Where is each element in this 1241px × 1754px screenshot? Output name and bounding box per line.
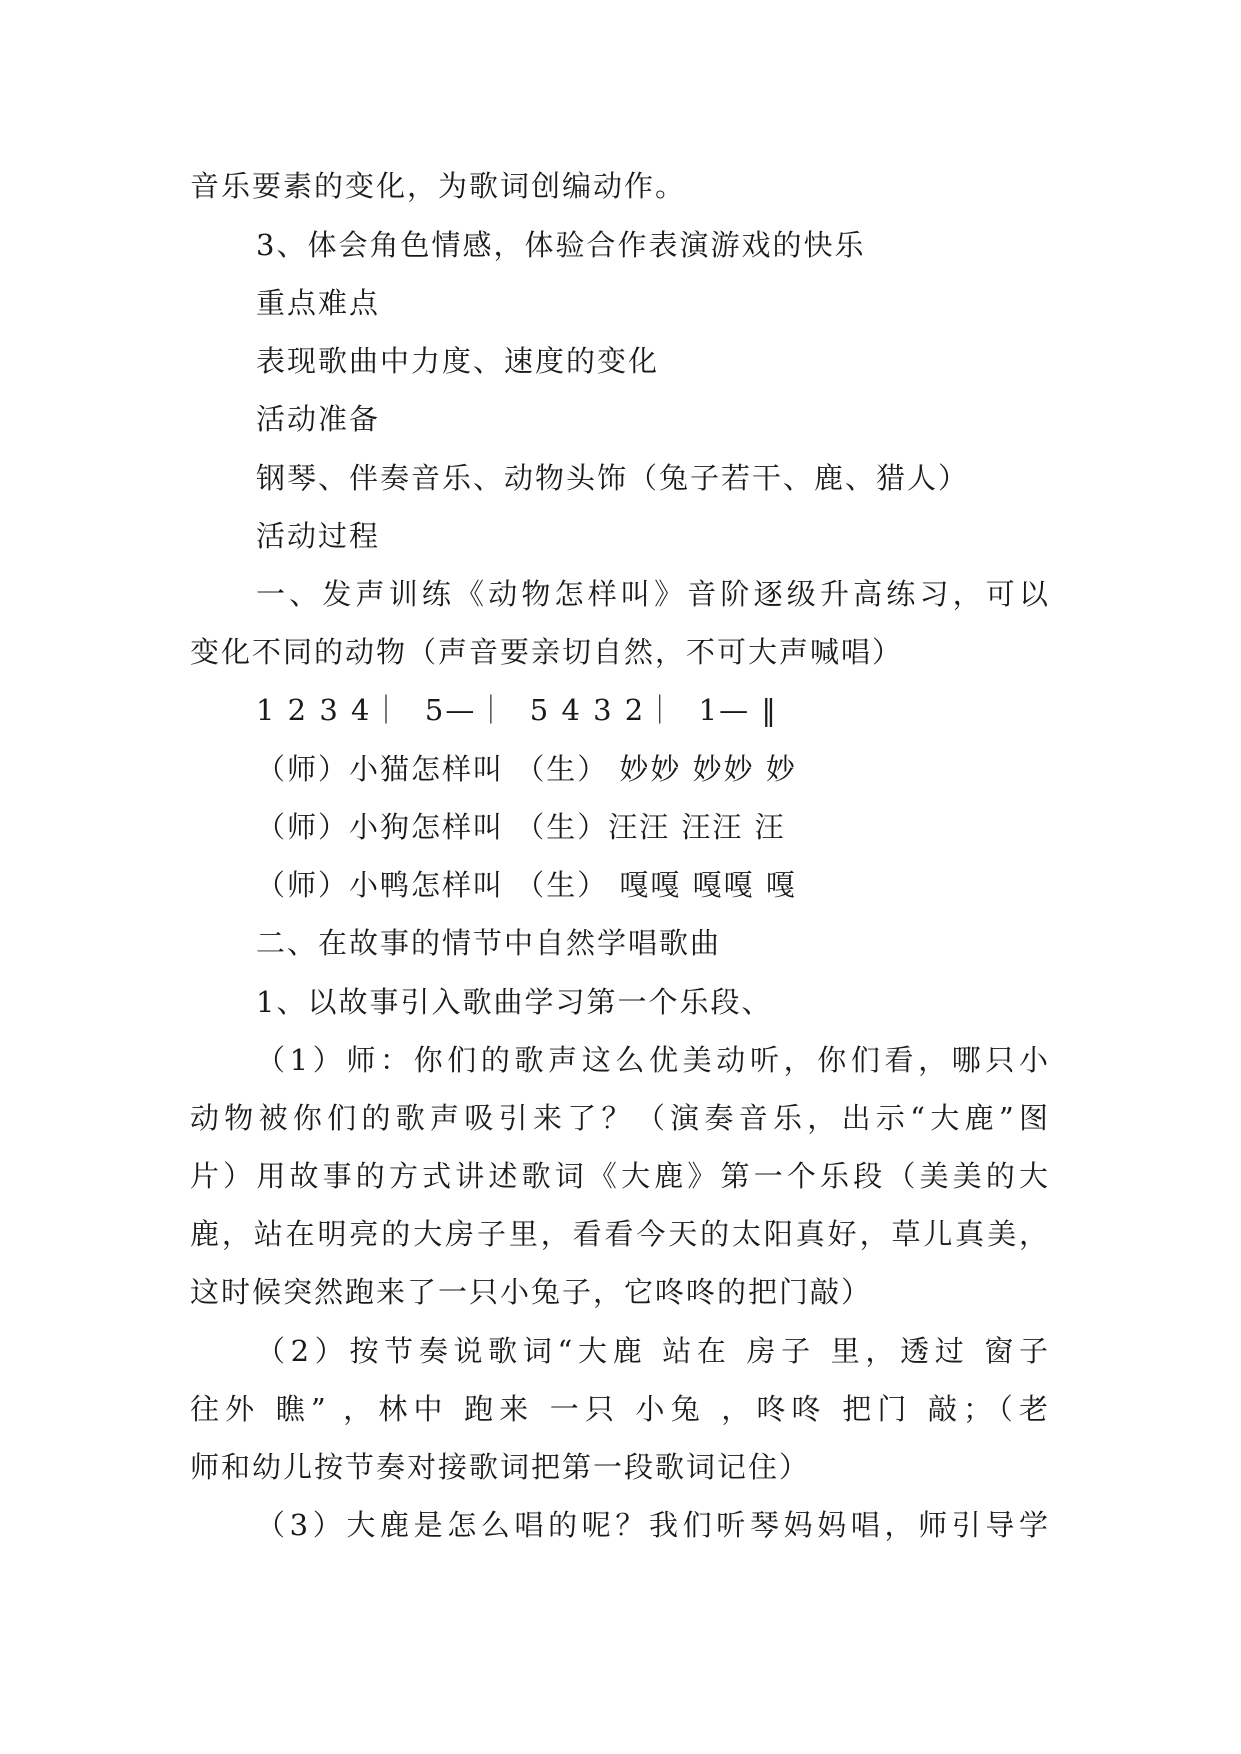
text-line: 这时候突然跑来了一只小兔子，它咚咚的把门敲） (190, 1275, 873, 1309)
text-line: 动物被你们的歌声吸引来了？（演奏音乐，出示“大鹿”图 (190, 1101, 1050, 1135)
text-line: （2）按节奏说歌词“大鹿 站在 房子 里，透过 窗子 (256, 1334, 1050, 1368)
music-notation: 1 2 3 4｜ 5—｜ 5 4 3 2｜ 1— ‖ (256, 693, 778, 727)
text-line: 片）用故事的方式讲述歌词《大鹿》第一个乐段（美美的大 (190, 1159, 1050, 1193)
dialogue-line: （师）小猫怎样叫 （生） 妙妙 妙妙 妙 (256, 752, 797, 786)
text-line: 音乐要素的变化，为歌词创编动作。 (190, 169, 687, 203)
section-heading-preparation: 活动准备 (256, 402, 381, 436)
section-heading-process: 活动过程 (256, 519, 381, 553)
text-line: 往外 瞧” ，林中 跑来 一只 小兔 ，咚咚 把门 敲；（老 (190, 1392, 1050, 1426)
text-line: 一、发声训练《动物怎样叫》音阶逐级升高练习，可以 (256, 577, 1050, 611)
dialogue-line: （师）小狗怎样叫 （生）汪汪 汪汪 汪 (256, 810, 786, 844)
section-heading-story: 二、在故事的情节中自然学唱歌曲 (256, 926, 722, 960)
section-heading-key-points: 重点难点 (256, 286, 381, 320)
dialogue-line: （师）小鸭怎样叫 （生） 嘎嘎 嘎嘎 嘎 (256, 868, 797, 902)
text-line: 鹿，站在明亮的大房子里，看看今天的太阳真好，草儿真美， (190, 1217, 1050, 1251)
text-line: （3）大鹿是怎么唱的呢？我们听琴妈妈唱，师引导学 (256, 1508, 1050, 1542)
text-line: 变化不同的动物（声音要亲切自然，不可大声喊唱） (190, 635, 904, 669)
text-line: （1）师：你们的歌声这么优美动听，你们看，哪只小 (256, 1043, 1050, 1077)
objective-3: 3、体会角色情感，体验合作表演游戏的快乐 (256, 228, 866, 262)
text-line: 1、以故事引入歌曲学习第一个乐段、 (256, 985, 773, 1019)
text-line: 师和幼儿按节奏对接歌词把第一段歌词记住） (190, 1450, 811, 1484)
text-line: 钢琴、伴奏音乐、动物头饰（兔子若干、鹿、猎人） (256, 461, 970, 495)
text-line: 表现歌曲中力度、速度的变化 (256, 344, 660, 378)
